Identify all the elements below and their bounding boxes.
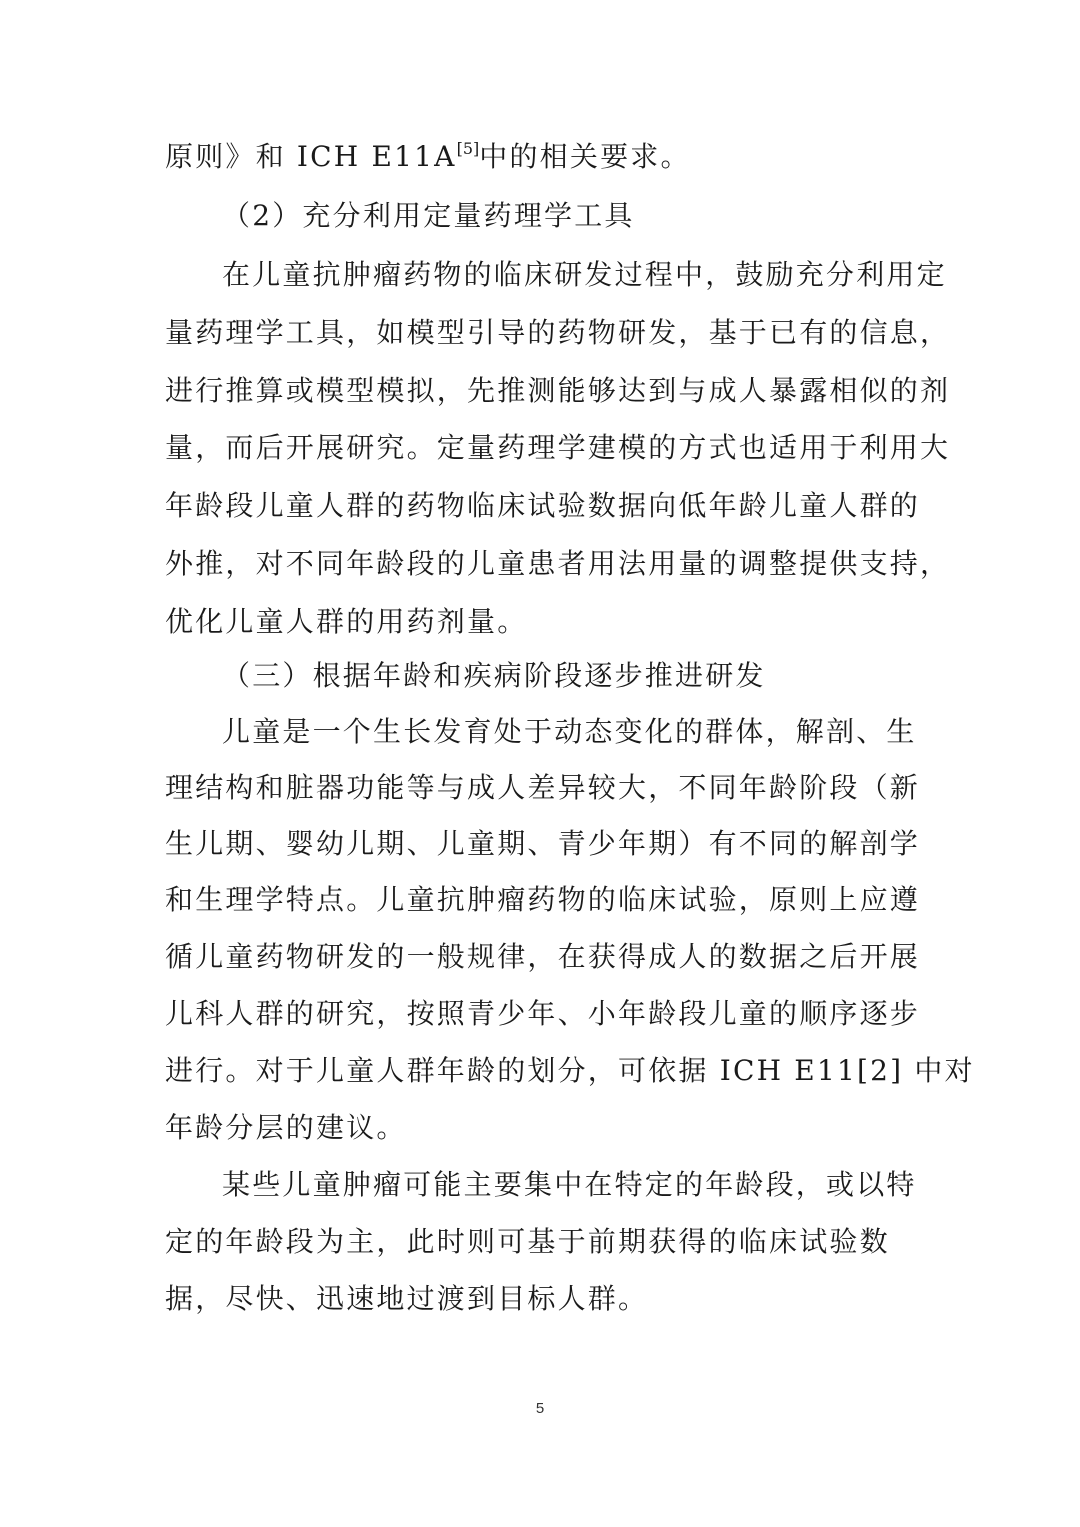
paragraph-line: 年龄段儿童人群的药物临床试验数据向低年龄儿童人群的 [165, 489, 921, 522]
paragraph-line: 儿童是一个生长发育处于动态变化的群体，解剖、生 [222, 715, 917, 748]
paragraph-line: 理结构和脏器功能等与成人差异较大，不同年龄阶段（新 [165, 771, 921, 804]
page-number: 5 [535, 1400, 545, 1417]
paragraph-line: 和生理学特点。儿童抗肿瘤药物的临床试验，原则上应遵 [165, 883, 921, 916]
paragraph-line: 优化儿童人群的用药剂量。 [165, 605, 528, 638]
paragraph-line: 定的年龄段为主，此时则可基于前期获得的临床试验数 [165, 1225, 890, 1258]
text-segment: 原则》和 ICH E11A [165, 140, 457, 173]
paragraph-line: 据，尽快、迅速地过渡到目标人群。 [165, 1282, 649, 1315]
paragraph-line: 某些儿童肿瘤可能主要集中在特定的年龄段，或以特 [222, 1168, 917, 1201]
paragraph-line: 进行推算或模型模拟，先推测能够达到与成人暴露相似的剂 [165, 374, 951, 407]
paragraph-line [165, 137, 925, 177]
paragraph-line: 外推，对不同年龄段的儿童患者用法用量的调整提供支持， [165, 547, 951, 580]
citation-superscript: [5] [456, 139, 480, 158]
paragraph-line: 在儿童抗肿瘤药物的临床研发过程中，鼓励充分利用定 [222, 258, 947, 291]
paragraph-line: 进行。对于儿童人群年龄的划分，可依据 ICH E11[2] 中对 [165, 1054, 975, 1087]
paragraph-line: 儿科人群的研究，按照青少年、小年龄段儿童的顺序逐步 [165, 997, 921, 1030]
paragraph-line: 年龄分层的建议。 [165, 1111, 407, 1144]
section-heading-age-staged-development: （三）根据年龄和疾病阶段逐步推进研发 [222, 659, 766, 692]
paragraph-line: 生儿期、婴幼儿期、儿童期、青少年期）有不同的解剖学 [165, 827, 921, 860]
section-heading-quantitative-pharmacology: （2）充分利用定量药理学工具 [222, 199, 635, 232]
paragraph-line: 循儿童药物研发的一般规律，在获得成人的数据之后开展 [165, 940, 921, 973]
text-segment: 中的相关要求。 [479, 140, 691, 173]
paragraph-line: 量，而后开展研究。定量药理学建模的方式也适用于利用大 [165, 431, 951, 464]
paragraph-line: 量药理学工具，如模型引导的药物研发，基于已有的信息， [165, 316, 951, 349]
